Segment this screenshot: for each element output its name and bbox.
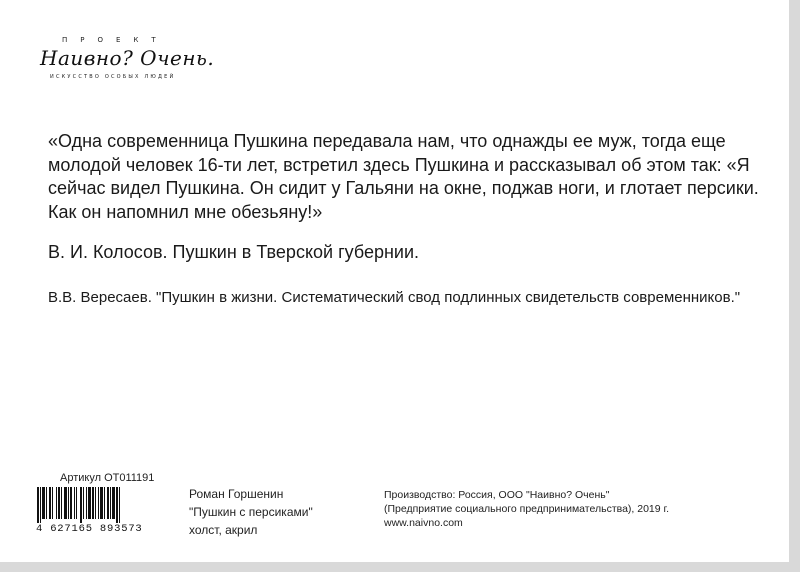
barcode-bar — [70, 487, 72, 519]
barcode-bar — [110, 487, 111, 519]
article-number: Артикул OT011191 — [60, 472, 155, 484]
barcode-bar — [104, 487, 105, 519]
barcode-bar — [112, 487, 115, 519]
logo-top-text: ПРОЕКТ — [62, 36, 169, 44]
barcode-bar — [107, 487, 109, 519]
artwork-medium: холст, акрил — [189, 523, 258, 537]
barcode-bar — [64, 487, 67, 519]
barcode-bar — [88, 487, 91, 519]
logo-tagline: ИСКУССТВО ОСОБЫХ ЛЮДЕЙ — [50, 74, 176, 80]
quote-source: В. И. Колосов. Пушкин в Тверской губернии. — [48, 242, 420, 262]
barcode-bar — [76, 487, 77, 519]
production-website: www.naivno.com — [384, 517, 463, 529]
brand-logo — [40, 36, 230, 80]
barcode-bar — [119, 487, 120, 523]
barcode-bar — [40, 487, 41, 523]
barcode-bar — [86, 487, 87, 519]
barcode-bar — [100, 487, 103, 519]
barcode-bar — [92, 487, 94, 519]
barcode-bar — [46, 487, 47, 519]
artwork-info — [189, 485, 313, 539]
barcode-bar — [56, 487, 57, 519]
production-info — [384, 488, 669, 530]
barcode-number: 4 627165 893573 — [36, 523, 143, 535]
barcode-bar — [95, 487, 96, 519]
barcode-bar — [116, 487, 118, 523]
artwork-author: Роман Горшенин — [189, 487, 284, 501]
barcode-bar — [83, 487, 84, 519]
production-line-1: Производство: Россия, ООО "Наивно? Очень" — [384, 489, 610, 501]
barcode-bar — [98, 487, 99, 519]
barcode-bar — [37, 487, 39, 523]
barcode-bar — [58, 487, 60, 519]
barcode-bar — [52, 487, 53, 519]
artwork-title: "Пушкин с персиками" — [189, 505, 313, 519]
barcode-bar — [49, 487, 51, 519]
barcode-bar — [80, 487, 82, 523]
barcode-bar — [68, 487, 69, 519]
barcode-bar — [61, 487, 62, 519]
production-line-2: (Предприятие социального предпринимательства), 2019 г. — [384, 503, 669, 515]
barcode-bar — [74, 487, 75, 519]
barcode-bar — [42, 487, 45, 519]
barcode — [36, 487, 176, 523]
logo-name: Наивно? Очень. — [40, 46, 215, 70]
quote-text: «Одна современница Пушкина передавала нам, что однажды ее муж, тогда еще молодой человек 16-ти лет, встретил здесь Пушкина и рассказывал об этом так: «Я сейчас видел Пушкина. Он сидит у Гальяни на окне, поджав ноги, и глотает персики. Как он напомнил мне обезьяну!» — [48, 131, 759, 222]
secondary-source: В.В. Вересаев. "Пушкин в жизни. Систематический свод подлинных свидетельств современников." — [48, 289, 741, 306]
